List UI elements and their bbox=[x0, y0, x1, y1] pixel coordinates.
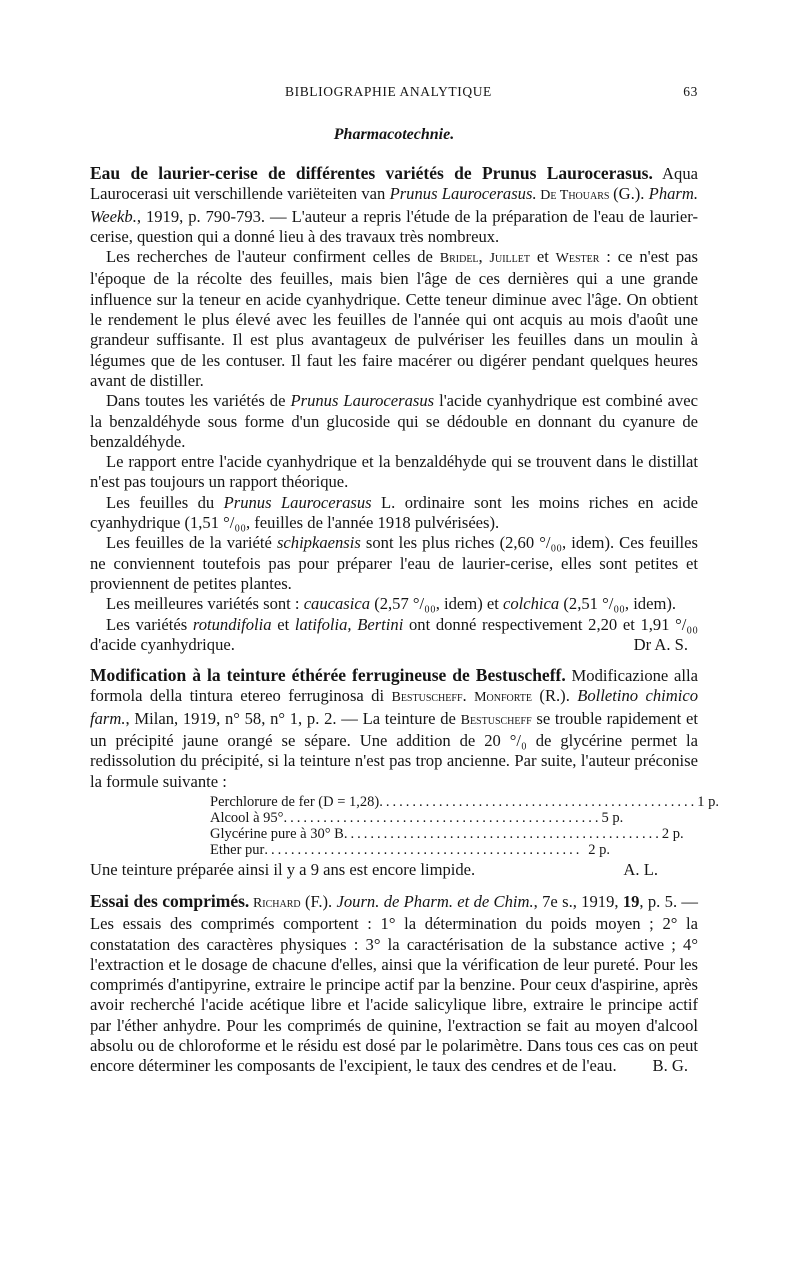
author-name: Monforte bbox=[474, 690, 533, 706]
running-head bbox=[90, 84, 698, 106]
article-headline: Eau de laurier-cerise de différentes variétés de Prunus Laurocerasus. bbox=[90, 163, 653, 183]
recipe-row: Alcool à 95° ................................................ 5 p. bbox=[210, 809, 624, 826]
running-title: BIBLIOGRAPHIE ANALYTIQUE bbox=[285, 84, 492, 99]
article-paragraph: Le rapport entre l'acide cyanhydrique et la benzaldéhyde qui se trouvent dans le distillat n'est pas toujours un rapport théorique. bbox=[90, 452, 698, 492]
article-paragraph: Modification à la teinture éthérée ferrugineuse de Bestuscheff. Modificazione alla formola della tintura etereo ferruginosa di Bestuscheff. Monforte (R.). Bolletino chimico farm., Milan, 1919, n° 58, n° 1, p. 2. — La teinture de Bestuscheff se trouble rapidement et un précipité jaune orangé se sépare. Une addition de 20 °/₀ de glycérine permet la redissolution du précipité, si la teinture n'est pas trop ancienne. Par suite, l'auteur préconise la formule suivante : bbox=[90, 665, 699, 791]
recipe-row: Ether pur ................................................ 2 p. bbox=[210, 841, 610, 858]
recipe-row: Perchlorure de fer (D = 1,28) ................................................ 1 p. bbox=[210, 793, 719, 810]
author-name: De Thouars bbox=[536, 188, 614, 204]
article-bestuscheff bbox=[90, 665, 719, 881]
recipe-row: Glycérine pure à 30° B ................................................ 2 p. bbox=[210, 825, 684, 842]
journal-name: Pharm. Weekb. bbox=[90, 184, 699, 226]
article-headline: Essai des comprimés. bbox=[90, 890, 250, 911]
article-paragraph: Dans toutes les variétés de Prunus Laurocerasus l'acide cyanhydrique est combiné avec la benzaldéhyde sous forme d'un glucoside qui se dédouble en donnant du cyanure de benzaldéhyde. bbox=[90, 391, 698, 451]
article-headline: Modification à la teinture éthérée ferrugineuse de Bestuscheff. bbox=[90, 665, 566, 686]
article-paragraph: Les recherches de l'auteur confirment celles de Bridel, Juillet et Wester : ce n'est pas l'époque de la récolte des feuilles, mais bien l'âge de ces dernières qui a une grande influence sur la teneur en acide cyanhydrique. Cette teneur diminue avec l'âge. On obtient le rendement le plus élevé avec les feuilles de l'année qui ont acquis au mois d'août une grandeur suffisante. Il est plus avantageux de pulvériser les feuilles dans un moulin à légumes que de les contuser. Il faut les faire macérer ou digérer pendant quelques heures avant de distiller. bbox=[90, 247, 698, 390]
article-comprimes bbox=[90, 891, 698, 1077]
article-paragraph: Les feuilles de la variété schipkaensis sont les plus riches (2,60 °/₀₀, idem). Ces feuilles ne conviennent toutefois pas pour préparer l'eau de laurier-cerise, elles sont petites et proviennent de petites plantes. bbox=[90, 533, 698, 593]
article-laurier-cerise bbox=[90, 163, 698, 655]
page bbox=[90, 84, 719, 1077]
article-paragraph: Les feuilles du Prunus Laurocerasus L. ordinaire sont les moins riches en acide cyanhydrique (1,51 °/₀₀, feuilles de l'année 1918 pulvérisées). bbox=[90, 492, 698, 533]
signature: A. L. bbox=[623, 859, 658, 879]
journal-name: Journ. de Pharm. et de Chim. bbox=[336, 891, 534, 911]
article-paragraph: Essai des comprimés. Richard (F.). Journ. de Pharm. et de Chim., 7e s., 1919, 19, p. 5. — Les essais des comprimés comportent : 1° la détermination du poids moyen ; 2° la constatation des caractères physiques : 3° la caractérisation de la substance active ; 4° l'extraction et le dosage de chacune d'elles, ainsi que la vérification de leur pureté. Pour les comprimés d'antipyrine, extraire le principe actif par la benzine. Pour ceux d'aspirine, après avoir recherché l'acide acétique libre et l'acide salicylique libre, extraire le principe actif par l'éther anhydre. Pour les comprimés de quinine, l'extraction se fait au moyen d'alcool absolu ou de chloroforme et le résidu est dosé par le polarimètre. Dans tous ces cas on peut encore déterminer les composants de l'excipient, le taux des cendres et de l'eau. B. G. bbox=[90, 890, 698, 1076]
signature: B. G. bbox=[652, 1056, 688, 1076]
article-paragraph: Les variétés rotundifolia et latifolia, Bertini ont donné respectivement 2,20 et 1,91 °/₀₀ d'acide cyanhydrique. Dr A. S. bbox=[90, 614, 698, 654]
journal-name: Bolletino chimico farm. bbox=[90, 686, 699, 728]
closing-line: Une teinture préparée ainsi il y a 9 ans est encore limpide. A. L. bbox=[90, 859, 698, 881]
page-number: 63 bbox=[683, 84, 698, 99]
recipe-table bbox=[210, 793, 719, 858]
signature: Dr A. S. bbox=[633, 634, 688, 654]
section-title: Pharmacotechnie. bbox=[333, 126, 455, 143]
article-paragraph: Les meilleures variétés sont : caucasica (2,57 °/₀₀, idem) et colchica (2,51 °/₀₀, idem). bbox=[106, 594, 677, 614]
article-paragraph: Eau de laurier-cerise de différentes variétés de Prunus Laurocerasus. Aqua Laurocerasi uit verschillende variëteiten van Prunus Laurocerasus. De Thouars (G.). Pharm. Weekb., 1919, p. 790-793. — L'auteur a repris l'étude de la préparation de l'eau de laurier-cerise, question qui a donné lieu à des travaux très nombreux. bbox=[90, 163, 699, 246]
author-name: Richard bbox=[249, 895, 301, 911]
